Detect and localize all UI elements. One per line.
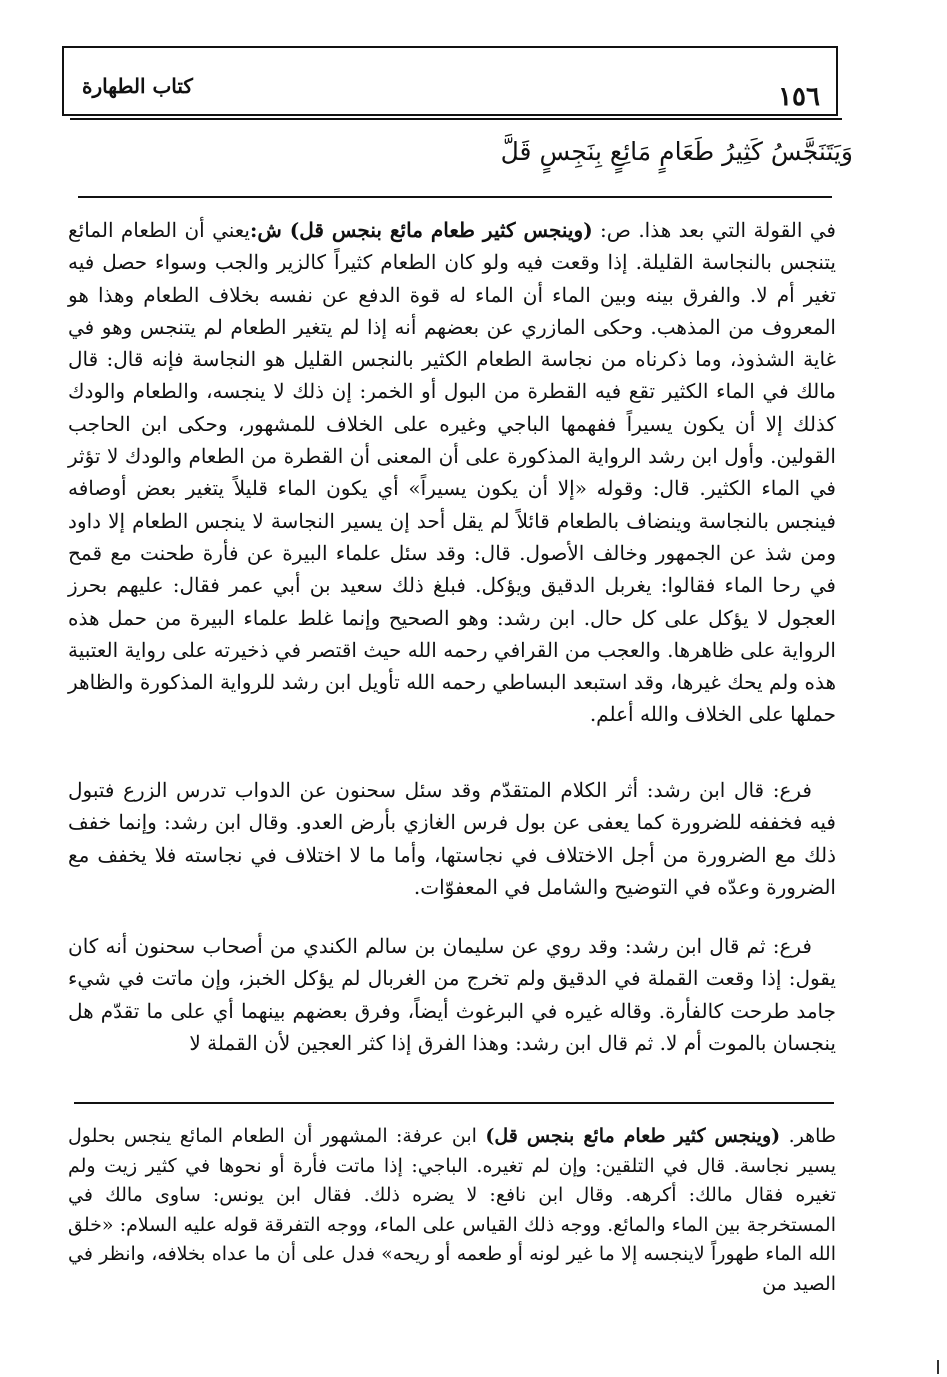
page-header	[62, 46, 838, 116]
footnote-divider	[74, 1102, 834, 1104]
commentary-intro: في القولة التي بعد هذا. ص:	[592, 218, 836, 242]
footnote-quote: (وينجس كثير طعام مائع بنجس قل)	[485, 1125, 781, 1147]
page-number: ١٥٦	[778, 82, 820, 112]
branch-2-text: فرع: ثم قال ابن رشد: وقد روي عن سليمان بن سالم الكندي من أصحاب سحنون أنه كان يقول: إذا وقعت القملة في الدقيق ولم تخرج من الغربال لم يؤكل الخبز، وإن ماتت في شيء جامد طرحت كالفأرة. وقاله غيره في البرغوث أيضاً، وفرق بعضهم بينهما أي على ما تقدّم هل ينجسان بالموت أم لا. ثم قال ابن رشد: وهذا الفرق إذا كثر العجين لأن القملة لا	[68, 934, 836, 1055]
scan-edge-mark	[937, 1360, 939, 1374]
footnote	[68, 1122, 836, 1299]
matn-text: وَيَتَنَجَّسُ كَثِيرُ طَعَامٍ مَائِعٍ بِنَجِسٍ قَلَّ	[500, 137, 853, 166]
footnote-paragraph	[68, 1122, 836, 1299]
branch-2	[68, 930, 836, 1059]
commentary-main	[68, 214, 836, 731]
commentary-body: يعني أن الطعام المائع يتنجس بالنجاسة القليلة. إذا وقعت فيه ولو كان الطعام كثيراً كالزير والجب وسواء حصل فيه تغير أم لا. والفرق بينه وبين الماء أن الماء له قوة الدفع عن نفسه بخلاف الطعام وهذا هو المعروف من المذهب. وحكى المازري عن بعضهم أنه إذا لم يتغير الطعام لم يتنجس وهو في غاية الشذوذ، وما ذكرناه من نجاسة الطعام الكثير بالنجس القليل هو النجاسة فإنه قال: قال مالك في الماء الكثير تقع فيه القطرة من البول أو الخمر: إن ذلك لا ينجسه، والطعام والودك كذلك إلا أن يكون يسيراً ففهمها الباجي وغيره على الخلاف للمشهور، وحكى ابن الحاجب القولين. وأول ابن رشد الرواية المذكورة على أن المعنى أن القطرة من الطعام والودك لا تؤثر في الماء الكثير. قال: وقوله «إلا أن يكون يسيراً» أي يكون الماء قليلاً يتغير بعض أوصافه فينجس بالنجاسة وينضاف بالطعام قائلاً لم يقل أحد إن يسير النجاسة لا ينجس الطعام إلا داود ومن شذ عن الجمهور وخالف الأصول. قال: وقد سئل علماء البيرة عن فأرة طحنت مع قمح في رحا الماء فقالوا: يغربل الدقيق ويؤكل. فبلغ ذلك سعيد بن أبي عمر فقال: عليهم بحرز العجول لا يؤكل على كل حال. ابن رشد: وهو الصحيح وإنما غلط علماء البيرة من حمل هذه الرواية على ظاهرها. والعجب من القرافي رحمه الله حيث اقتصر في ذخيرته على رواية العتبية هذه ولم يحك غيرها، وقد استبعد البساطي رحمه الله تأويل ابن رشد للرواية المذكورة والظاهر حملها على الخلاف والله أعلم.	[68, 218, 836, 727]
footnote-intro: طاهر.	[780, 1125, 837, 1147]
branch-1-text: فرع: قال ابن رشد: أثر الكلام المتقدّم وقد سئل سحنون عن الدواب تدرس الزرع فتبول فيه فخففه للضرورة كما يعفى عن بول فرس الغازي بأرض العدو. وقال ابن رشد: وإنما خفف ذلك مع الضرورة من أجل الاختلاف في نجاستها، وأما ما لا اختلاف في نجاسته فلا يخفف مع الضرورة وعدّه في التوضيح والشامل في المعفوّات.	[68, 778, 836, 899]
commentary-paragraph	[68, 214, 836, 731]
commentary-quote: (وينجس كثير طعام مائع بنجس قل) ش:	[249, 218, 593, 242]
branch-1	[68, 774, 836, 903]
footnote-body: ابن عرفة: المشهور أن الطعام المائع ينجس بحلول يسير نجاسة. قال في التلقين: وإن لم تغيره. الباجي: إذا ماتت فأرة أو نحوها في كثير زيت ولم تغيره فقال مالك: أكرهه. وقال ابن نافع: لا يضره ذلك. فقال ابن يونس: ساوى مالك في المستخرجة بين الماء والمائع. ووجه ذلك القياس على الماء، ووجه التفرقة قوله عليه السلام: «خلق الله الماء طهوراً لاينجسه إلا ما غير لونه أو طعمه أو ريحه» فدل على أن ما عداه بخلافه، وانظر في الصيد من	[68, 1125, 836, 1295]
top-divider	[78, 196, 832, 198]
chapter-title: كتاب الطهارة	[82, 74, 193, 98]
